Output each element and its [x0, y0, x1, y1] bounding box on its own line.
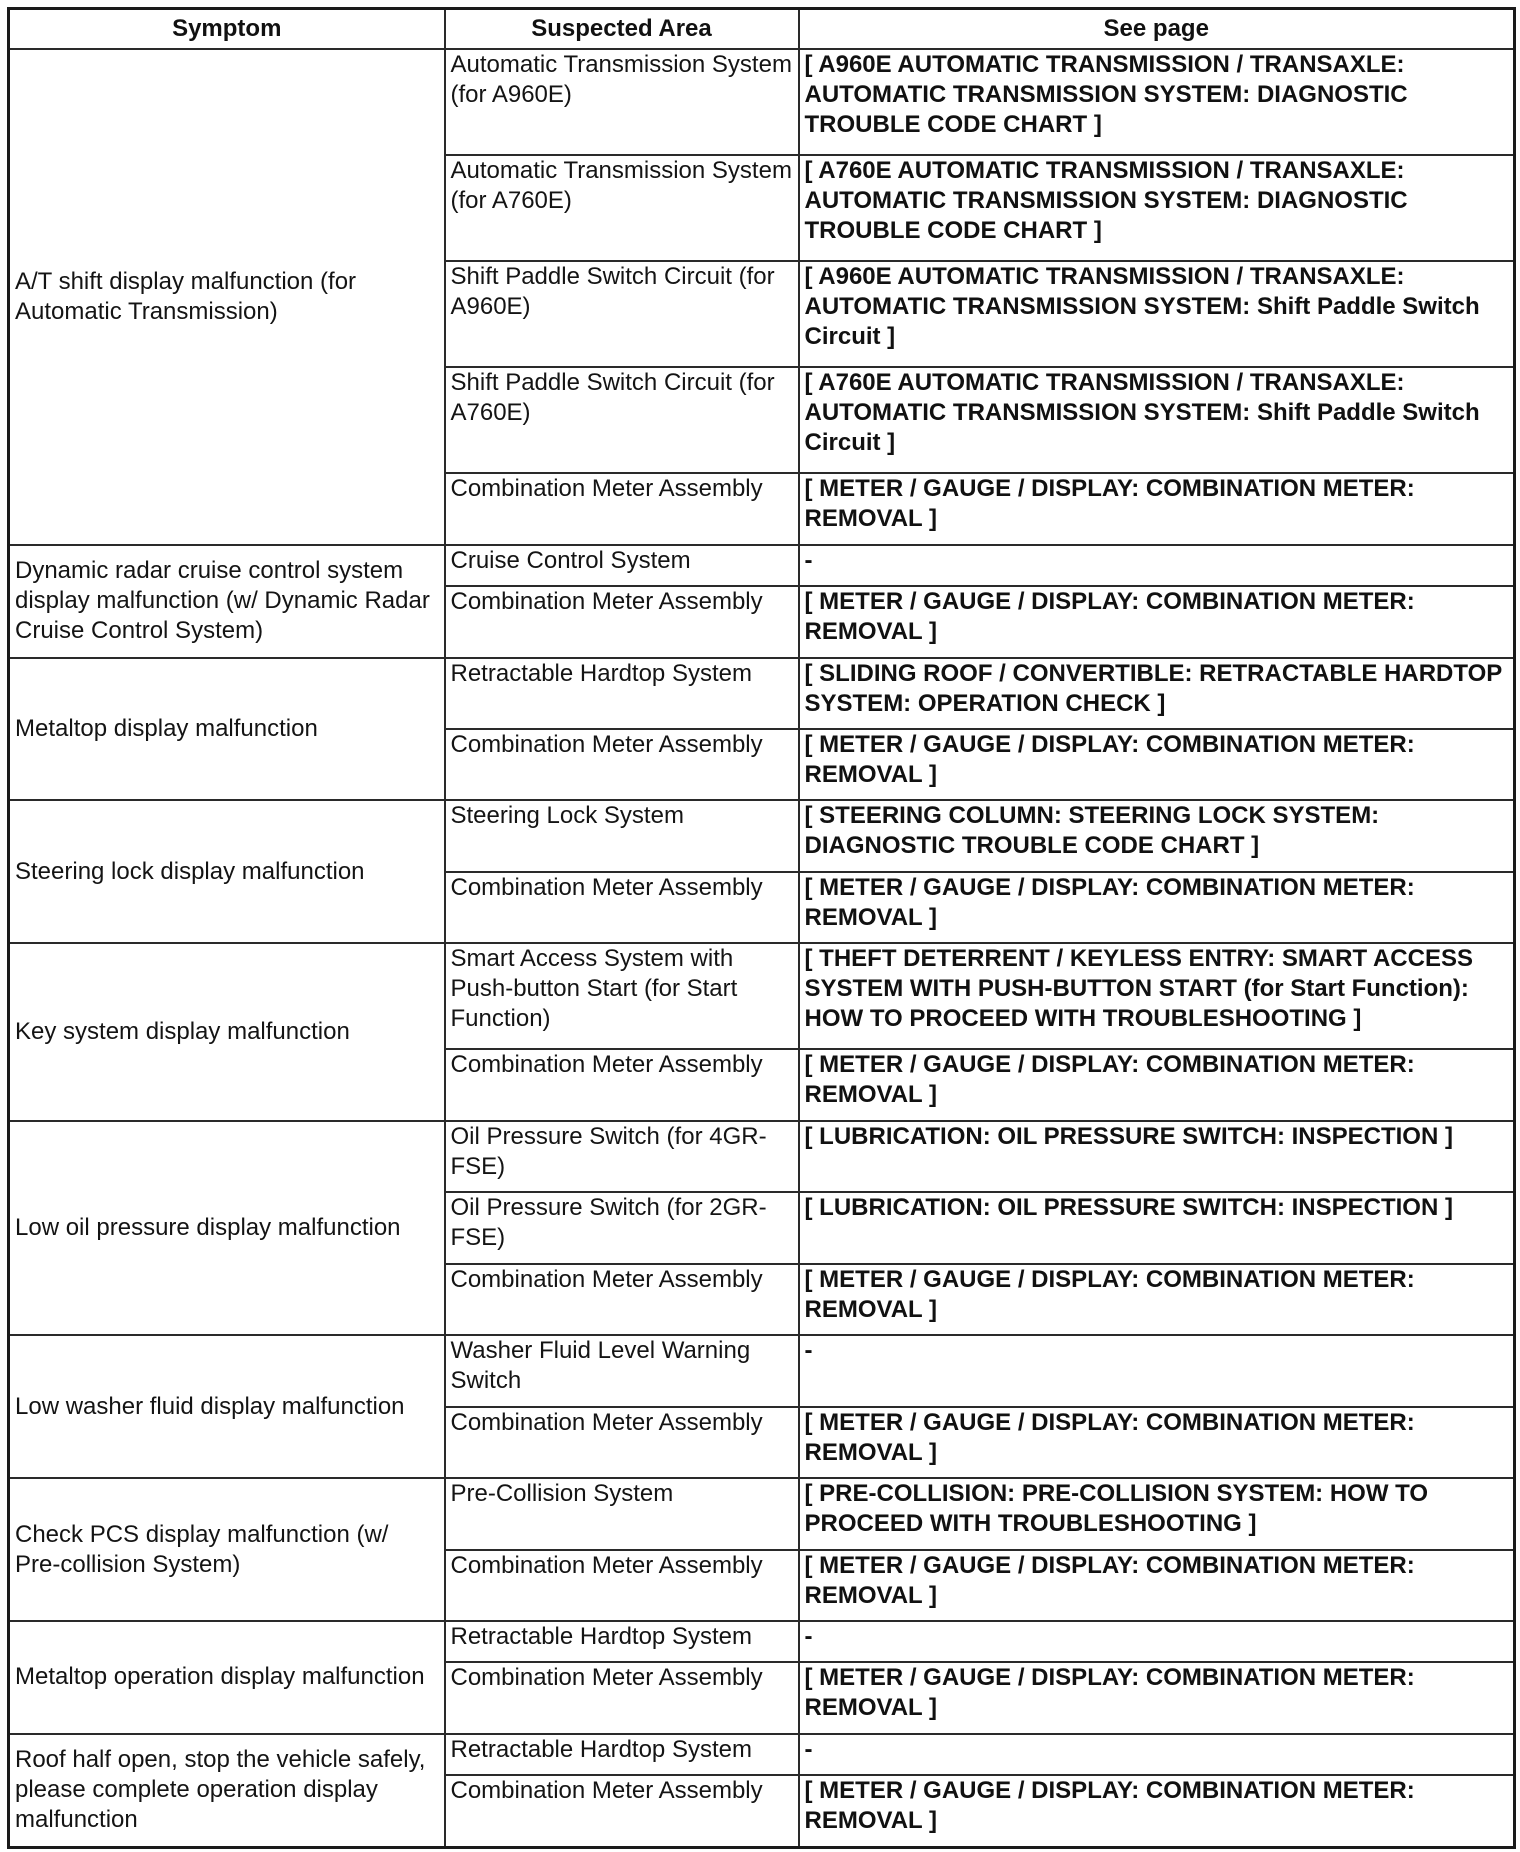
- symptom-cell: Low oil pressure display malfunction: [9, 1121, 445, 1335]
- suspected-area-cell: Combination Meter Assembly: [445, 1775, 799, 1847]
- suspected-area-cell: Combination Meter Assembly: [445, 872, 799, 943]
- see-page-reference: [ METER / GAUGE / DISPLAY: COMBINATION METER: REMOVAL ]: [799, 1264, 1515, 1335]
- header-see-page: See page: [799, 9, 1515, 50]
- table-body: [9, 49, 1515, 1848]
- see-page-reference: [ SLIDING ROOF / CONVERTIBLE: RETRACTABLE HARDTOP SYSTEM: OPERATION CHECK ]: [799, 658, 1515, 729]
- table-row: [9, 1335, 1515, 1406]
- see-page-reference: [ A960E AUTOMATIC TRANSMISSION / TRANSAXLE: AUTOMATIC TRANSMISSION SYSTEM: Shift Paddle Switch Circuit ]: [799, 261, 1515, 367]
- suspected-area-cell: Automatic Transmission System (for A960E): [445, 49, 799, 155]
- see-page-reference: -: [799, 1734, 1515, 1775]
- see-page-reference: [ A760E AUTOMATIC TRANSMISSION / TRANSAXLE: AUTOMATIC TRANSMISSION SYSTEM: DIAGNOSTIC TROUBLE CODE CHART ]: [799, 155, 1515, 261]
- suspected-area-cell: Combination Meter Assembly: [445, 586, 799, 657]
- see-page-reference: -: [799, 1335, 1515, 1406]
- suspected-area-cell: Washer Fluid Level Warning Switch: [445, 1335, 799, 1406]
- suspected-area-cell: Combination Meter Assembly: [445, 473, 799, 544]
- symptom-cell: Dynamic radar cruise control system display malfunction (w/ Dynamic Radar Cruise Control System): [9, 545, 445, 658]
- suspected-area-cell: Steering Lock System: [445, 800, 799, 871]
- see-page-reference: [ METER / GAUGE / DISPLAY: COMBINATION METER: REMOVAL ]: [799, 872, 1515, 943]
- table-row: [9, 1621, 1515, 1662]
- symptom-cell: Check PCS display malfunction (w/ Pre-collision System): [9, 1478, 445, 1621]
- suspected-area-cell: Oil Pressure Switch (for 2GR-FSE): [445, 1192, 799, 1263]
- symptom-cell: A/T shift display malfunction (for Automatic Transmission): [9, 49, 445, 545]
- table-row: [9, 1478, 1515, 1549]
- suspected-area-cell: Automatic Transmission System (for A760E): [445, 155, 799, 261]
- table-row: [9, 1734, 1515, 1775]
- header-suspected-area: Suspected Area: [445, 9, 799, 50]
- see-page-reference: [ PRE-COLLISION: PRE-COLLISION SYSTEM: HOW TO PROCEED WITH TROUBLESHOOTING ]: [799, 1478, 1515, 1549]
- see-page-reference: [ LUBRICATION: OIL PRESSURE SWITCH: INSPECTION ]: [799, 1121, 1515, 1192]
- table-row: [9, 658, 1515, 729]
- suspected-area-cell: Retractable Hardtop System: [445, 658, 799, 729]
- symptom-cell: Steering lock display malfunction: [9, 800, 445, 943]
- table-header: [9, 9, 1515, 50]
- suspected-area-cell: Pre-Collision System: [445, 1478, 799, 1549]
- table-row: [9, 800, 1515, 871]
- symptom-cell: Metaltop operation display malfunction: [9, 1621, 445, 1734]
- header-symptom: Symptom: [9, 9, 445, 50]
- see-page-reference: -: [799, 545, 1515, 586]
- suspected-area-cell: Combination Meter Assembly: [445, 729, 799, 800]
- see-page-reference: -: [799, 1621, 1515, 1662]
- see-page-reference: [ STEERING COLUMN: STEERING LOCK SYSTEM: DIAGNOSTIC TROUBLE CODE CHART ]: [799, 800, 1515, 871]
- suspected-area-cell: Combination Meter Assembly: [445, 1550, 799, 1621]
- suspected-area-cell: Combination Meter Assembly: [445, 1407, 799, 1478]
- suspected-area-cell: Shift Paddle Switch Circuit (for A960E): [445, 261, 799, 367]
- suspected-area-cell: Cruise Control System: [445, 545, 799, 586]
- see-page-reference: [ METER / GAUGE / DISPLAY: COMBINATION METER: REMOVAL ]: [799, 1775, 1515, 1847]
- symptom-cell: Roof half open, stop the vehicle safely, please complete operation display malfunction: [9, 1734, 445, 1848]
- symptom-cell: Key system display malfunction: [9, 943, 445, 1120]
- table-row: [9, 545, 1515, 586]
- see-page-reference: [ METER / GAUGE / DISPLAY: COMBINATION METER: REMOVAL ]: [799, 586, 1515, 657]
- table-row: [9, 1121, 1515, 1192]
- see-page-reference: [ THEFT DETERRENT / KEYLESS ENTRY: SMART ACCESS SYSTEM WITH PUSH-BUTTON START (for Start Function): HOW TO PROCEED WITH TROUBLESHOOTING ]: [799, 943, 1515, 1049]
- troubleshooting-table: [7, 7, 1516, 1849]
- suspected-area-cell: Retractable Hardtop System: [445, 1621, 799, 1662]
- header-row: [9, 9, 1515, 50]
- see-page-reference: [ METER / GAUGE / DISPLAY: COMBINATION METER: REMOVAL ]: [799, 1662, 1515, 1733]
- see-page-reference: [ METER / GAUGE / DISPLAY: COMBINATION METER: REMOVAL ]: [799, 729, 1515, 800]
- see-page-reference: [ A960E AUTOMATIC TRANSMISSION / TRANSAXLE: AUTOMATIC TRANSMISSION SYSTEM: DIAGNOSTIC TROUBLE CODE CHART ]: [799, 49, 1515, 155]
- see-page-reference: [ METER / GAUGE / DISPLAY: COMBINATION METER: REMOVAL ]: [799, 473, 1515, 544]
- symptom-cell: Low washer fluid display malfunction: [9, 1335, 445, 1478]
- suspected-area-cell: Combination Meter Assembly: [445, 1264, 799, 1335]
- suspected-area-cell: Oil Pressure Switch (for 4GR-FSE): [445, 1121, 799, 1192]
- suspected-area-cell: Combination Meter Assembly: [445, 1049, 799, 1120]
- suspected-area-cell: Retractable Hardtop System: [445, 1734, 799, 1775]
- suspected-area-cell: Combination Meter Assembly: [445, 1662, 799, 1733]
- see-page-reference: [ A760E AUTOMATIC TRANSMISSION / TRANSAXLE: AUTOMATIC TRANSMISSION SYSTEM: Shift Paddle Switch Circuit ]: [799, 367, 1515, 473]
- see-page-reference: [ LUBRICATION: OIL PRESSURE SWITCH: INSPECTION ]: [799, 1192, 1515, 1263]
- symptom-cell: Metaltop display malfunction: [9, 658, 445, 801]
- table-row: [9, 943, 1515, 1049]
- see-page-reference: [ METER / GAUGE / DISPLAY: COMBINATION METER: REMOVAL ]: [799, 1407, 1515, 1478]
- see-page-reference: [ METER / GAUGE / DISPLAY: COMBINATION METER: REMOVAL ]: [799, 1550, 1515, 1621]
- suspected-area-cell: Shift Paddle Switch Circuit (for A760E): [445, 367, 799, 473]
- table-row: [9, 49, 1515, 155]
- see-page-reference: [ METER / GAUGE / DISPLAY: COMBINATION METER: REMOVAL ]: [799, 1049, 1515, 1120]
- suspected-area-cell: Smart Access System with Push-button Start (for Start Function): [445, 943, 799, 1049]
